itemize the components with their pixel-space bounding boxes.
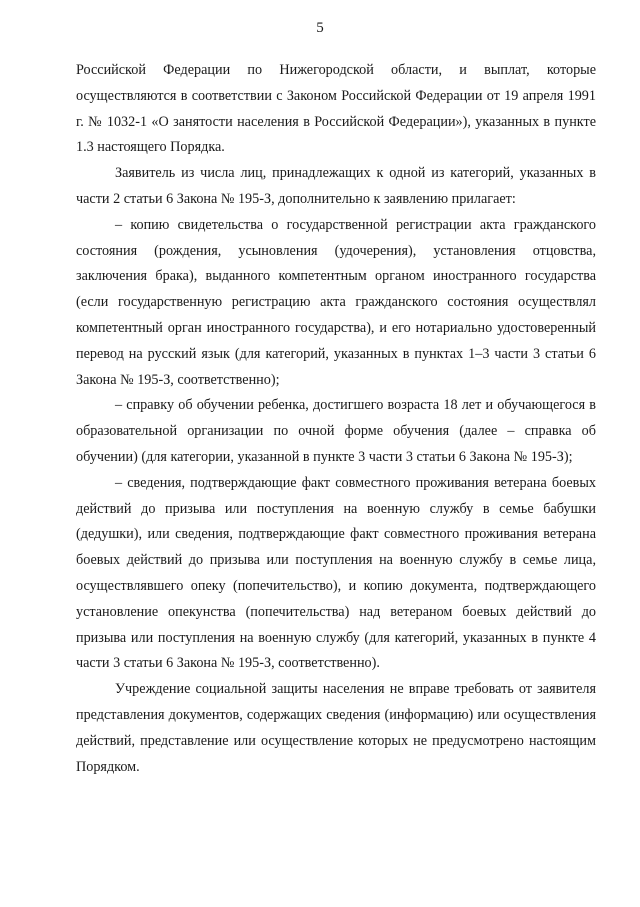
list-item-civil-registration-certificate: – копию свидетельства о государственной регистрации акта гражданского состояния (рождения, усыновления (удочерения), установления отцовства, заключения брака), выданного компетентным органом иностранного государства (если государственную регистрацию акта гражданского состояния осуществлял компетентный орган иностранного государства), и его нотариально удостоверенный перевод на русский язык (для категорий, указанных в пунктах 1–3 части 3 статьи 6 Закона № 195-З, соответственно);	[76, 216, 596, 388]
document-body	[76, 58, 596, 780]
list-item-cohabitation-information: – сведения, подтверждающие факт совместного проживания ветерана боевых действий до призыва или поступления на военную службу в семье бабушки (дедушки), или сведения, подтверждающие факт совместного проживания ветерана боевых действий до призыва или поступления на военную службу в семье лица, осуществлявшего опеку (попечительство), и копию документа, подтверждающего установление опекунства (попечительства) над ветераном боевых действий до призыва или поступления на военную службу (для категорий, указанных в пункте 4 части 3 статьи 6 Закона № 195-З, соответственно).	[76, 474, 596, 672]
paragraph-social-protection-restriction: Учреждение социальной защиты населения не вправе требовать от заявителя представления документов, содержащих сведения (информацию) или осуществления действий, представление или осуществление которых не предусмотрено настоящим Порядком.	[76, 681, 596, 775]
page-number: 5	[316, 20, 324, 36]
paragraph-continuation: Российской Федерации по Нижегородской области, и выплат, которые осуществляются в соответствии с Законом Российской Федерации от 19 апреля 1991 г. № 1032-1 «О занятости населения в Российской Федерации»), указанных в пункте 1.3 настоящего Порядка.	[76, 62, 596, 156]
list-item-education-certificate: – справку об обучении ребенка, достигшего возраста 18 лет и обучающегося в образовательной организации по очной форме обучения (далее – справка об обучении) (для категории, указанной в пункте 3 части 3 статьи 6 Закона № 195-З);	[76, 397, 596, 465]
paragraph-applicant-attachments: Заявитель из числа лиц, принадлежащих к одной из категорий, указанных в части 2 статьи 6 Закона № 195-З, дополнительно к заявлению прилагает:	[76, 165, 596, 207]
